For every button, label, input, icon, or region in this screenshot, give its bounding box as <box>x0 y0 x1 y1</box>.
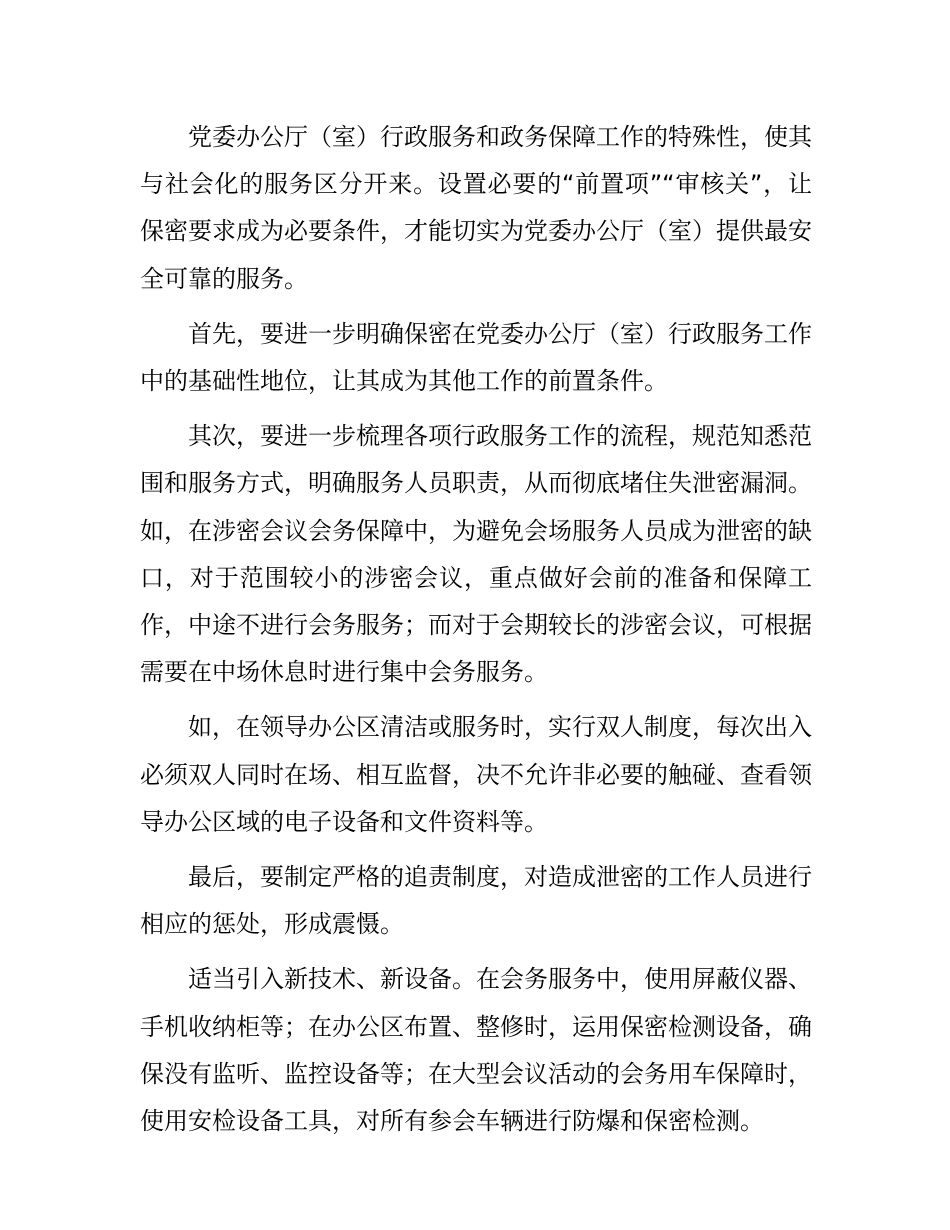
paragraph-6: 适当引入新技术、新设备。在会务服务中，使用屏蔽仪器、手机收纳柜等；在办公区布置、整修时，运用保密检测设备，确保没有监听、监控设备等；在大型会议活动的会务用车保障时，使用安检设备工具，对所有参会车辆进行防爆和保密检测。 <box>140 965 812 1136</box>
paragraph-5: 最后，要制定严格的追责制度，对造成泄密的工作人员进行相应的惩处，形成震慑。 <box>140 863 812 939</box>
paragraph-3: 其次，要进一步梳理各项行政服务工作的流程，规范知悉范围和服务方式，明确服务人员职责，从而彻底堵住失泄密漏洞。如，在涉密会议会务保障中，为避免会场服务人员成为泄密的缺口，对于范围较小的涉密会议，重点做好会前的准备和保障工作，中途不进行会务服务；而对于会期较长的涉密会议，可根据需要在中场休息时进行集中会务服务。 <box>140 422 812 687</box>
document-page <box>140 114 812 1153</box>
paragraph-2: 首先，要进一步明确保密在党委办公厅（室）行政服务工作中的基础性地位，让其成为其他工作的前置条件。 <box>140 319 812 396</box>
paragraph-4: 如，在领导办公区清洁或服务时，实行双人制度，每次出入必须双人同时在场、相互监督，决不允许非必要的触碰、查看领导办公区域的电子设备和文件资料等。 <box>140 713 812 836</box>
paragraph-1: 党委办公厅（室）行政服务和政务保障工作的特殊性，使其与社会化的服务区分开来。设置必要的“前置项”“审核关”，让保密要求成为必要条件，才能切实为党委办公厅（室）提供最安全可靠的服务。 <box>140 123 812 293</box>
